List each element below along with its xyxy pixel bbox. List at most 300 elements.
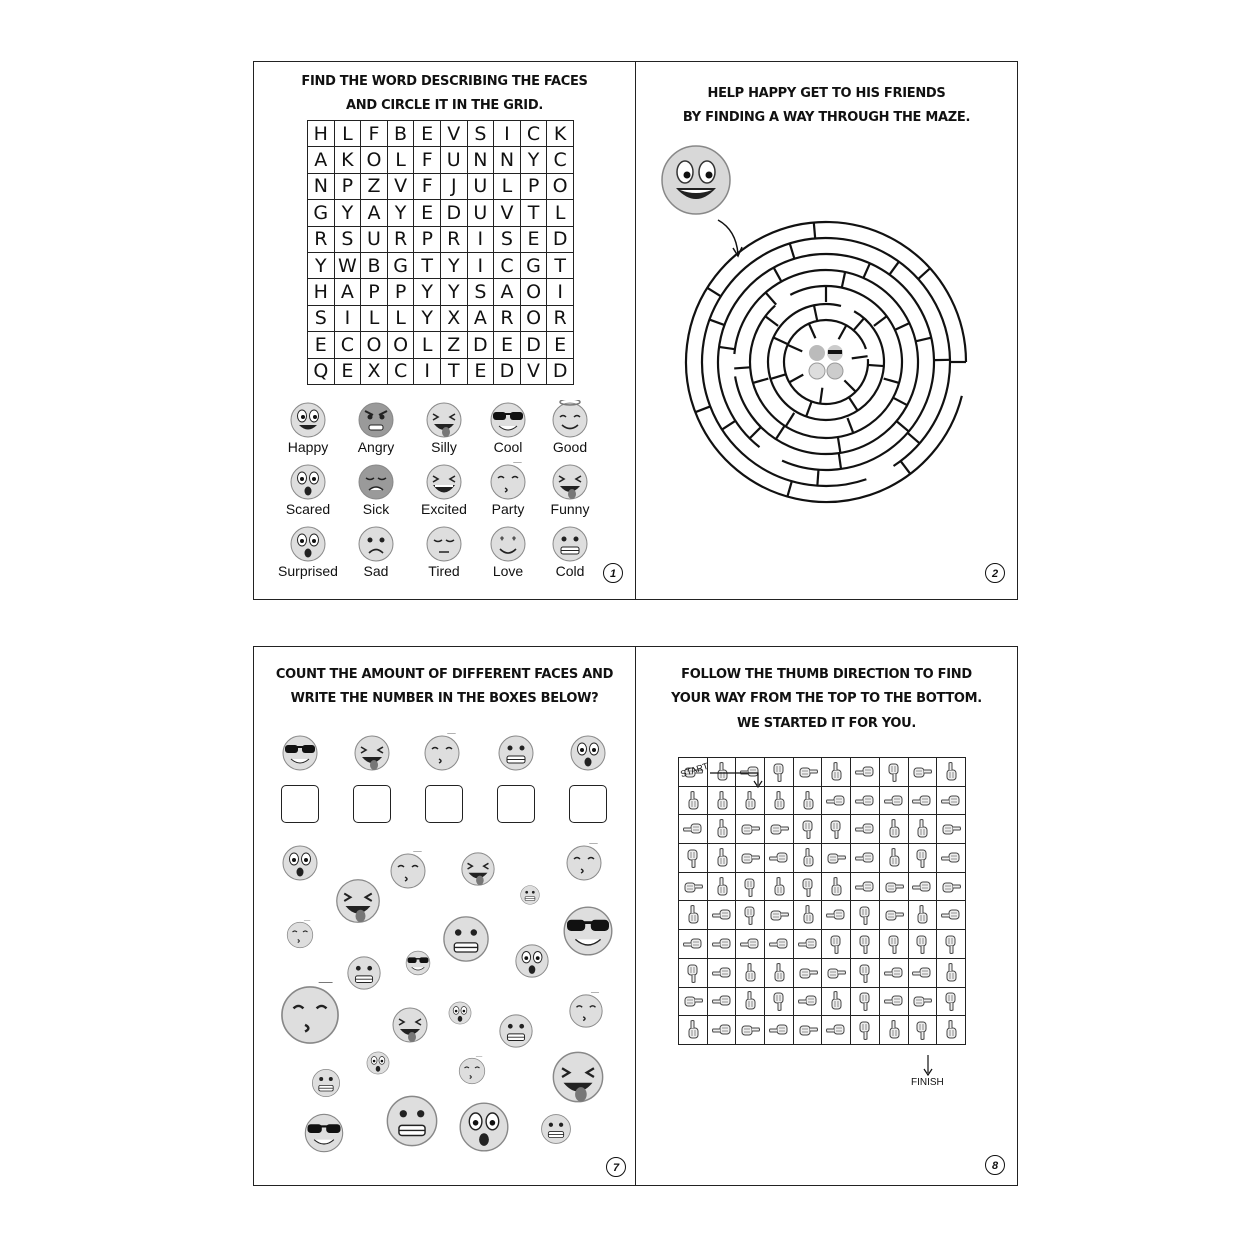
answer-box-cool[interactable] — [281, 785, 319, 823]
thumb-cell[interactable] — [851, 758, 880, 787]
good-face-icon — [550, 400, 590, 440]
thumb-cell[interactable] — [736, 815, 765, 844]
maze-wall — [884, 379, 899, 383]
thumb-cell[interactable] — [707, 786, 736, 815]
thumb-down-icon — [797, 818, 819, 840]
maze-wall — [814, 305, 817, 321]
grid-letter[interactable]: N — [467, 147, 494, 173]
face-label: Tired — [428, 563, 460, 579]
thumb-down-icon — [768, 990, 790, 1012]
thumb-cell[interactable] — [765, 872, 794, 901]
grid-letter[interactable]: V — [494, 200, 521, 226]
maze-wall — [750, 427, 761, 438]
grid-letter[interactable]: O — [547, 173, 574, 199]
grid-letter[interactable]: P — [414, 226, 441, 252]
face-legend-item — [412, 524, 476, 579]
silly-face-icon — [393, 1008, 427, 1042]
grid-letter[interactable]: I — [467, 252, 494, 278]
maze-wall — [789, 375, 803, 383]
cool-face-icon — [283, 736, 317, 770]
grid-letter[interactable]: X — [361, 358, 388, 384]
grid-letter[interactable]: E — [494, 332, 521, 358]
maze-wall — [901, 461, 911, 474]
thumb-cell[interactable] — [851, 930, 880, 959]
maze-wall — [854, 318, 864, 330]
thumb-cell[interactable] — [707, 930, 736, 959]
thumb-cell[interactable] — [736, 901, 765, 930]
grid-letter[interactable]: K — [547, 121, 574, 147]
thumb-down-icon — [883, 933, 905, 955]
grid-letter[interactable]: I — [494, 121, 521, 147]
face-legend-item — [476, 462, 540, 517]
grid-letter[interactable]: R — [547, 305, 574, 331]
maze-title-line2: BY FINDING A WAY THROUGH THE MAZE. — [682, 110, 971, 125]
thumb-cell[interactable] — [707, 958, 736, 987]
thumb-right-icon — [825, 962, 847, 984]
thumb-up-icon — [825, 876, 847, 898]
cold-face-icon — [312, 1069, 339, 1096]
grid-letter[interactable]: O — [361, 332, 388, 358]
thumb-cell[interactable] — [822, 786, 851, 815]
silly-face-icon — [355, 736, 389, 770]
grid-letter[interactable]: P — [361, 279, 388, 305]
grid-letter[interactable]: S — [308, 305, 335, 331]
thumb-left-icon — [682, 933, 704, 955]
thumb-cell[interactable] — [765, 758, 794, 787]
thumb-cell[interactable] — [822, 758, 851, 787]
thumb-left-icon — [940, 790, 962, 812]
maze-wall — [842, 272, 845, 288]
grid-letter[interactable]: O — [387, 332, 414, 358]
thumb-cell[interactable] — [679, 1016, 708, 1045]
grid-letter[interactable]: E — [414, 121, 441, 147]
grid-letter[interactable]: A — [334, 279, 361, 305]
thumb-row — [679, 758, 966, 787]
grid-letter[interactable]: C — [387, 358, 414, 384]
grid-letter[interactable]: S — [467, 121, 494, 147]
grid-letter[interactable]: U — [467, 173, 494, 199]
maze-wall — [787, 481, 791, 496]
grid-letter[interactable]: L — [334, 121, 361, 147]
thumb-cell[interactable] — [879, 758, 908, 787]
thumb-cell[interactable] — [736, 786, 765, 815]
grid-letter[interactable]: O — [520, 279, 547, 305]
thumb-cell[interactable] — [908, 901, 937, 930]
grid-letter[interactable]: Y — [440, 252, 467, 278]
grid-letter[interactable]: G — [520, 252, 547, 278]
grid-letter[interactable]: X — [440, 305, 467, 331]
face-label: Cool — [493, 439, 523, 455]
thumb-cell[interactable] — [707, 758, 736, 787]
thumb-cell[interactable] — [679, 901, 708, 930]
grid-letter[interactable]: Y — [334, 200, 361, 226]
thumb-down-icon — [797, 876, 819, 898]
grid-letter[interactable]: T — [520, 200, 547, 226]
grid-letter[interactable]: B — [361, 252, 388, 278]
thumb-cell[interactable] — [908, 786, 937, 815]
thumb-cell[interactable] — [707, 872, 736, 901]
grid-letter[interactable]: D — [547, 358, 574, 384]
thumb-right-icon — [797, 962, 819, 984]
grid-letter[interactable]: I — [467, 226, 494, 252]
thumb-cell[interactable] — [937, 901, 966, 930]
thumb-row — [679, 815, 966, 844]
grid-letter[interactable]: C — [547, 147, 574, 173]
thumb-cell[interactable] — [736, 1016, 765, 1045]
thumb-cell[interactable] — [851, 815, 880, 844]
grid-letter[interactable]: N — [494, 147, 521, 173]
grid-letter[interactable]: O — [361, 147, 388, 173]
grid-letter[interactable]: V — [387, 173, 414, 199]
grid-letter[interactable]: N — [308, 173, 335, 199]
thumb-left-icon — [854, 761, 876, 783]
grid-letter[interactable]: Y — [414, 305, 441, 331]
thumb-cell[interactable] — [851, 844, 880, 873]
thumb-cell[interactable] — [908, 758, 937, 787]
thumb-down-icon — [854, 1019, 876, 1041]
grid-letter[interactable]: R — [387, 226, 414, 252]
thumb-cell[interactable] — [851, 901, 880, 930]
thumb-cell[interactable] — [937, 872, 966, 901]
grid-letter[interactable]: L — [387, 147, 414, 173]
thumb-cell[interactable] — [736, 844, 765, 873]
grid-letter[interactable]: U — [361, 226, 388, 252]
grid-letter[interactable]: A — [494, 279, 521, 305]
grid-letter[interactable]: Q — [308, 358, 335, 384]
thumb-cell[interactable] — [822, 901, 851, 930]
thumb-cell[interactable] — [765, 901, 794, 930]
thumb-right-icon — [739, 1019, 761, 1041]
maze-wall — [753, 379, 768, 383]
thumb-cell[interactable] — [937, 1016, 966, 1045]
party-face-icon — [567, 837, 601, 880]
thumb-cell[interactable] — [736, 930, 765, 959]
thumb-cell[interactable] — [879, 930, 908, 959]
thumb-cell[interactable] — [793, 987, 822, 1016]
grid-letter[interactable]: D — [467, 332, 494, 358]
count-faces-page — [253, 646, 636, 1186]
maze-wall — [844, 380, 855, 391]
grid-letter[interactable]: P — [334, 173, 361, 199]
maze-wall — [709, 320, 724, 325]
grid-letter[interactable]: D — [494, 358, 521, 384]
grid-letter[interactable]: S — [494, 226, 521, 252]
page-number: 7 — [606, 1157, 626, 1177]
grid-letter[interactable]: A — [361, 200, 388, 226]
grid-letter[interactable]: F — [414, 147, 441, 173]
thumb-cell[interactable] — [822, 930, 851, 959]
grid-letter[interactable]: E — [547, 332, 574, 358]
grid-letter[interactable]: Y — [520, 147, 547, 173]
answer-box-cold[interactable] — [497, 785, 535, 823]
thumb-row — [679, 844, 966, 873]
thumb-down-icon — [911, 847, 933, 869]
thumb-cell[interactable] — [765, 815, 794, 844]
grid-letter[interactable]: R — [308, 226, 335, 252]
thumb-cell[interactable] — [707, 987, 736, 1016]
thumb-cell[interactable] — [908, 958, 937, 987]
grid-letter[interactable]: D — [440, 200, 467, 226]
grid-letter[interactable]: R — [440, 226, 467, 252]
thumb-cell[interactable] — [679, 786, 708, 815]
grid-letter[interactable]: C — [520, 121, 547, 147]
thumb-cell[interactable] — [679, 958, 708, 987]
maze-wall — [686, 222, 966, 502]
answer-box-surprised[interactable] — [569, 785, 607, 823]
thumb-cell[interactable] — [851, 872, 880, 901]
grid-letter[interactable]: V — [440, 121, 467, 147]
thumb-up-icon — [682, 790, 704, 812]
thumb-cell[interactable] — [879, 872, 908, 901]
grid-letter[interactable]: J — [440, 173, 467, 199]
thumb-cell[interactable] — [879, 844, 908, 873]
thumb-cell[interactable] — [879, 987, 908, 1016]
grid-row — [308, 358, 574, 384]
grid-letter[interactable]: S — [334, 226, 361, 252]
sad-face-icon — [356, 524, 396, 564]
thumb-cell[interactable] — [765, 930, 794, 959]
grid-letter[interactable]: T — [414, 252, 441, 278]
maze-wall — [908, 433, 920, 443]
grid-letter[interactable]: Y — [387, 200, 414, 226]
grid-letter[interactable]: K — [334, 147, 361, 173]
face-label: Party — [491, 501, 525, 517]
grid-letter[interactable]: Y — [308, 252, 335, 278]
maze-wall — [809, 324, 816, 339]
grid-letter[interactable]: S — [467, 279, 494, 305]
grid-letter[interactable]: E — [520, 226, 547, 252]
grid-row — [308, 173, 574, 199]
thumb-cell[interactable] — [822, 844, 851, 873]
thumb-cell[interactable] — [679, 872, 708, 901]
thumb-cell[interactable] — [822, 872, 851, 901]
grid-letter[interactable]: W — [334, 252, 361, 278]
thumb-right-icon — [768, 904, 790, 926]
thumb-cell[interactable] — [793, 786, 822, 815]
grid-row — [308, 200, 574, 226]
answer-box-silly[interactable] — [353, 785, 391, 823]
grid-letter[interactable]: P — [387, 279, 414, 305]
thumb-cell[interactable] — [908, 987, 937, 1016]
word-search-page — [253, 61, 636, 600]
thumb-right-icon — [940, 818, 962, 840]
thumb-cell[interactable] — [851, 1016, 880, 1045]
thumb-cell[interactable] — [908, 815, 937, 844]
surprised-face-icon — [449, 1002, 471, 1024]
thumb-cell[interactable] — [793, 872, 822, 901]
thumb-up-icon — [797, 847, 819, 869]
grid-letter[interactable]: G — [387, 252, 414, 278]
grid-letter[interactable]: Y — [440, 279, 467, 305]
maze-wall — [814, 223, 815, 239]
thumb-cell[interactable] — [937, 987, 966, 1016]
grid-letter[interactable]: L — [547, 200, 574, 226]
thumb-cell[interactable] — [793, 930, 822, 959]
thumb-cell[interactable] — [937, 758, 966, 787]
grid-letter[interactable]: D — [520, 332, 547, 358]
maze-wall — [889, 262, 898, 275]
thumb-cell[interactable] — [765, 844, 794, 873]
thumb-left-icon — [739, 933, 761, 955]
thumb-cell[interactable] — [908, 872, 937, 901]
maze-wall — [722, 421, 735, 430]
grid-letter[interactable]: V — [520, 358, 547, 384]
thumb-cell[interactable] — [707, 1016, 736, 1045]
thumb-cell[interactable] — [793, 901, 822, 930]
grid-letter[interactable]: Z — [361, 173, 388, 199]
thumb-down-icon — [682, 962, 704, 984]
thumb-cell[interactable] — [879, 815, 908, 844]
thumb-cell[interactable] — [765, 958, 794, 987]
grid-letter[interactable]: O — [520, 305, 547, 331]
thumb-maze-page — [635, 646, 1018, 1186]
thumb-up-icon — [797, 790, 819, 812]
grid-letter[interactable]: G — [308, 200, 335, 226]
thumb-cell[interactable] — [937, 930, 966, 959]
thumb-cell[interactable] — [765, 786, 794, 815]
thumb-cell[interactable] — [822, 1016, 851, 1045]
thumb-cell[interactable] — [736, 758, 765, 787]
face-label: Surprised — [278, 563, 338, 579]
thumb-up-icon — [711, 790, 733, 812]
thumb-left-icon — [768, 1019, 790, 1041]
grid-letter[interactable]: T — [440, 358, 467, 384]
face-legend-item — [276, 400, 340, 455]
thumb-cell[interactable] — [793, 958, 822, 987]
thumb-cell[interactable] — [822, 815, 851, 844]
thumb-left-icon — [682, 818, 704, 840]
grid-letter[interactable]: H — [308, 121, 335, 147]
thumb-cell[interactable] — [908, 930, 937, 959]
grid-letter[interactable]: U — [440, 147, 467, 173]
maze-wall — [868, 365, 884, 366]
thumb-left-icon — [940, 904, 962, 926]
maze-wall — [707, 288, 721, 296]
finish-label: FINISH — [911, 1077, 944, 1088]
maze-wall — [734, 367, 750, 368]
thumb-cell[interactable] — [707, 901, 736, 930]
thumb-up-icon — [768, 962, 790, 984]
thumb-cell[interactable] — [793, 815, 822, 844]
grid-letter[interactable]: E — [334, 358, 361, 384]
grid-letter[interactable]: E — [308, 332, 335, 358]
grid-letter[interactable]: L — [387, 305, 414, 331]
thumb-cell[interactable] — [937, 958, 966, 987]
thumb-cell[interactable] — [679, 930, 708, 959]
maze-page — [635, 61, 1018, 600]
maze-wall — [773, 337, 788, 344]
grid-letter[interactable]: E — [414, 200, 441, 226]
thumb-cell[interactable] — [879, 901, 908, 930]
grid-letter[interactable]: P — [520, 173, 547, 199]
grid-letter[interactable]: C — [334, 332, 361, 358]
thumb-cell[interactable] — [793, 758, 822, 787]
thumb-cell[interactable] — [937, 786, 966, 815]
thumb-left-icon — [825, 790, 847, 812]
thumb-cell[interactable] — [879, 786, 908, 815]
thumb-cell[interactable] — [851, 958, 880, 987]
thumb-row — [679, 958, 966, 987]
thumb-cell[interactable] — [793, 1016, 822, 1045]
grid-letter[interactable]: D — [547, 226, 574, 252]
grid-letter[interactable]: A — [467, 305, 494, 331]
grid-letter[interactable]: Y — [414, 279, 441, 305]
thumb-cell[interactable] — [851, 987, 880, 1016]
thumb-cell[interactable] — [707, 844, 736, 873]
maze-wall — [916, 338, 932, 342]
grid-row — [308, 252, 574, 278]
grid-letter[interactable]: R — [494, 305, 521, 331]
thumb-cell[interactable] — [736, 958, 765, 987]
thumb-cell[interactable] — [707, 815, 736, 844]
grid-letter[interactable]: H — [308, 279, 335, 305]
thumb-cell[interactable] — [879, 958, 908, 987]
face-legend-item — [276, 524, 340, 579]
grid-letter[interactable]: T — [547, 252, 574, 278]
grid-letter[interactable]: U — [467, 200, 494, 226]
thumb-left-icon — [739, 761, 761, 783]
face-label: Funny — [550, 501, 590, 517]
thumb-cell[interactable] — [937, 815, 966, 844]
thumb-left-icon — [940, 847, 962, 869]
thumb-cell[interactable] — [736, 987, 765, 1016]
grid-letter[interactable]: B — [387, 121, 414, 147]
maze-wall — [849, 397, 858, 410]
cold-face-icon — [387, 1096, 436, 1145]
thumb-cell[interactable] — [793, 844, 822, 873]
grid-letter[interactable]: Z — [440, 332, 467, 358]
grid-letter[interactable]: I — [547, 279, 574, 305]
thumb-up-icon — [739, 962, 761, 984]
grid-letter[interactable]: L — [361, 305, 388, 331]
thumb-cell[interactable] — [879, 1016, 908, 1045]
grid-letter[interactable]: L — [494, 173, 521, 199]
thumb-right-icon — [739, 847, 761, 869]
thumb-cell[interactable] — [679, 844, 708, 873]
thumb-cell[interactable] — [679, 987, 708, 1016]
thumb-down-icon — [854, 962, 876, 984]
thumb-up-icon — [911, 904, 933, 926]
thumb-cell[interactable] — [822, 958, 851, 987]
thumb-cell[interactable] — [765, 987, 794, 1016]
answer-box-party[interactable] — [425, 785, 463, 823]
grid-letter[interactable]: E — [467, 358, 494, 384]
excited-face-icon — [424, 462, 464, 502]
grid-letter[interactable]: C — [494, 252, 521, 278]
party-face-icon — [282, 972, 338, 1043]
maze-wall — [765, 316, 778, 326]
thumb-cell[interactable] — [679, 815, 708, 844]
thumb-cell[interactable] — [822, 987, 851, 1016]
grid-letter[interactable]: F — [361, 121, 388, 147]
grid-letter[interactable]: I — [414, 358, 441, 384]
party-face-icon — [570, 986, 602, 1027]
thumb-down-icon — [739, 904, 761, 926]
grid-letter[interactable]: I — [334, 305, 361, 331]
grid-letter[interactable]: L — [414, 332, 441, 358]
thumb-cell[interactable] — [937, 844, 966, 873]
grid-letter[interactable]: A — [308, 147, 335, 173]
thumb-right-icon — [911, 761, 933, 783]
thumb-cell[interactable] — [908, 1016, 937, 1045]
cool-face-icon — [406, 951, 430, 975]
thumb-row — [679, 786, 966, 815]
grid-letter[interactable]: F — [414, 173, 441, 199]
thumb-cell[interactable] — [851, 786, 880, 815]
thumb-cell[interactable] — [765, 1016, 794, 1045]
thumb-cell[interactable] — [736, 872, 765, 901]
thumb-cell[interactable] — [908, 844, 937, 873]
